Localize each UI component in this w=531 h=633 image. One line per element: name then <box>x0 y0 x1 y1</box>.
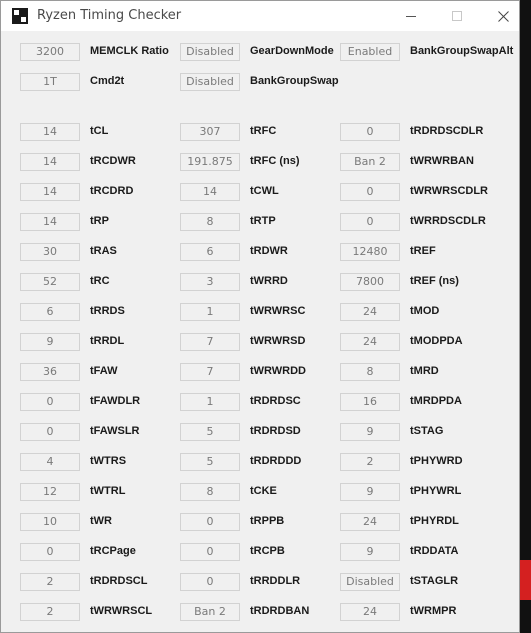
trc-value: 52 <box>20 273 80 291</box>
trdrdsc-label: tRDRDSC <box>250 395 301 407</box>
twrwrscl-value: 2 <box>20 603 80 621</box>
tphywrd-value: 2 <box>340 453 400 471</box>
tcwl-value: 14 <box>180 183 240 201</box>
trddata-value: 9 <box>340 543 400 561</box>
minimize-icon[interactable] <box>388 1 434 31</box>
tfawslr-label: tFAWSLR <box>90 425 140 437</box>
twrwrdd-label: tWRWRDD <box>250 365 307 377</box>
trdrdscl-label: tRDRDSCL <box>90 575 148 587</box>
trddata-label: tRDDATA <box>410 545 459 557</box>
timing-row <box>1 391 521 411</box>
tcke-label: tCKE <box>250 485 277 497</box>
trp-label: tRP <box>90 215 109 227</box>
trfc-value: 307 <box>180 123 240 141</box>
timing-row <box>1 541 521 561</box>
tcke-value: 8 <box>180 483 240 501</box>
timing-row <box>1 601 521 621</box>
bankgroupswapalt-label: BankGroupSwapAlt <box>410 45 514 57</box>
timing-row <box>1 301 521 321</box>
tmrd-label: tMRD <box>410 365 439 377</box>
trcpb-value: 0 <box>180 543 240 561</box>
tstag-value: 9 <box>340 423 400 441</box>
tras-label: tRAS <box>90 245 117 257</box>
desktop-background-accent <box>520 560 531 600</box>
trfc-label: tRFC <box>250 125 277 137</box>
twrwrscdlr-label: tWRWRSCDLR <box>410 185 489 197</box>
trrds-value: 6 <box>20 303 80 321</box>
settings-row <box>1 71 521 91</box>
trdrdscdlr-value: 0 <box>340 123 400 141</box>
bankgroupswap-value: Disabled <box>180 73 240 91</box>
trcdwr-value: 14 <box>20 153 80 171</box>
trcpage-value: 0 <box>20 543 80 561</box>
timing-row <box>1 181 521 201</box>
timing-row <box>1 451 521 471</box>
timing-row <box>1 211 521 231</box>
twrmpr-value: 24 <box>340 603 400 621</box>
cmd2t-label: Cmd2t <box>90 75 125 87</box>
twr-value: 10 <box>20 513 80 531</box>
tfawdlr-label: tFAWDLR <box>90 395 141 407</box>
timing-row <box>1 361 521 381</box>
memclk-ratio-label: MEMCLK Ratio <box>90 45 169 57</box>
tphyrdl-label: tPHYRDL <box>410 515 459 527</box>
twtrs-label: tWTRS <box>90 455 127 467</box>
timing-row <box>1 421 521 441</box>
tref-ns-label: tREF (ns) <box>410 275 459 287</box>
twrwrdd-value: 7 <box>180 363 240 381</box>
timings-panel <box>1 31 519 632</box>
timing-row <box>1 271 521 291</box>
title-bar[interactable] <box>1 1 519 31</box>
twrwrsd-value: 7 <box>180 333 240 351</box>
trdrdscdlr-label: tRDRDSCDLR <box>410 125 484 137</box>
geardownmode-value: Disabled <box>180 43 240 61</box>
trcpb-label: tRCPB <box>250 545 285 557</box>
timing-row <box>1 481 521 501</box>
maximize-icon <box>434 1 480 31</box>
trdrddd-label: tRDRDDD <box>250 455 302 467</box>
window-title: Ryzen Timing Checker <box>37 8 182 23</box>
twrwrsd-label: tWRWRSD <box>250 335 306 347</box>
tcwl-label: tCWL <box>250 185 279 197</box>
trp-value: 14 <box>20 213 80 231</box>
timing-row <box>1 121 521 141</box>
trdrdsd-label: tRDRDSD <box>250 425 301 437</box>
trc-label: tRC <box>90 275 110 287</box>
twrwrsc-value: 1 <box>180 303 240 321</box>
twr-label: tWR <box>90 515 112 527</box>
trdrdsd-value: 5 <box>180 423 240 441</box>
memclk-ratio-value: 3200 <box>20 43 80 61</box>
geardownmode-label: GearDownMode <box>250 45 334 57</box>
twrwrban-label: tWRWRBAN <box>410 155 474 167</box>
tmodpda-value: 24 <box>340 333 400 351</box>
twtrs-value: 4 <box>20 453 80 471</box>
twrwrsc-label: tWRWRSC <box>250 305 306 317</box>
tfaw-label: tFAW <box>90 365 118 377</box>
tstag-label: tSTAG <box>410 425 444 437</box>
trfc-ns-label: tRFC (ns) <box>250 155 300 167</box>
tfawdlr-value: 0 <box>20 393 80 411</box>
bankgroupswap-label: BankGroupSwap <box>250 75 339 87</box>
timing-row <box>1 241 521 261</box>
close-icon[interactable] <box>480 1 526 31</box>
tref-value: 12480 <box>340 243 400 261</box>
tphywrl-label: tPHYWRL <box>410 485 462 497</box>
twrwrscdlr-value: 0 <box>340 183 400 201</box>
twrrdscdlr-label: tWRRDSCDLR <box>410 215 486 227</box>
trdwr-value: 6 <box>180 243 240 261</box>
twrrd-value: 3 <box>180 273 240 291</box>
twrwrscl-label: tWRWRSCL <box>90 605 153 617</box>
tmrdpda-value: 16 <box>340 393 400 411</box>
tmod-value: 24 <box>340 303 400 321</box>
trtp-label: tRTP <box>250 215 276 227</box>
tfawslr-value: 0 <box>20 423 80 441</box>
tras-value: 30 <box>20 243 80 261</box>
trdwr-label: tRDWR <box>250 245 288 257</box>
tmrd-value: 8 <box>340 363 400 381</box>
twrwrban-value: Ban 2 <box>340 153 400 171</box>
timing-row <box>1 511 521 531</box>
bankgroupswapalt-value: Enabled <box>340 43 400 61</box>
trdrdban-label: tRDRDBAN <box>250 605 310 617</box>
tref-ns-value: 7800 <box>340 273 400 291</box>
trcpage-label: tRCPage <box>90 545 136 557</box>
cmd2t-value: 1T <box>20 73 80 91</box>
trdrdsc-value: 1 <box>180 393 240 411</box>
twrrdscdlr-value: 0 <box>340 213 400 231</box>
app-icon <box>12 8 28 24</box>
trtp-value: 8 <box>180 213 240 231</box>
twtrl-label: tWTRL <box>90 485 126 497</box>
trdrdban-value: Ban 2 <box>180 603 240 621</box>
tstaglr-value: Disabled <box>340 573 400 591</box>
trppb-value: 0 <box>180 513 240 531</box>
tmrdpda-label: tMRDPDA <box>410 395 462 407</box>
trcdwr-label: tRCDWR <box>90 155 136 167</box>
twrrd-label: tWRRD <box>250 275 288 287</box>
trrddlr-value: 0 <box>180 573 240 591</box>
tphywrl-value: 9 <box>340 483 400 501</box>
trcdrd-value: 14 <box>20 183 80 201</box>
twrmpr-label: tWRMPR <box>410 605 457 617</box>
tfaw-value: 36 <box>20 363 80 381</box>
timing-row <box>1 151 521 171</box>
twtrl-value: 12 <box>20 483 80 501</box>
trrdl-label: tRRDL <box>90 335 125 347</box>
timing-row <box>1 331 521 351</box>
tmod-label: tMOD <box>410 305 440 317</box>
tphywrd-label: tPHYWRD <box>410 455 463 467</box>
tcl-label: tCL <box>90 125 109 137</box>
tmodpda-label: tMODPDA <box>410 335 463 347</box>
timing-row <box>1 571 521 591</box>
trdrdscl-value: 2 <box>20 573 80 591</box>
tcl-value: 14 <box>20 123 80 141</box>
trrdl-value: 9 <box>20 333 80 351</box>
trrddlr-label: tRRDDLR <box>250 575 301 587</box>
tref-label: tREF <box>410 245 436 257</box>
trdrddd-value: 5 <box>180 453 240 471</box>
desktop-background <box>520 0 531 633</box>
trppb-label: tRPPB <box>250 515 285 527</box>
settings-row <box>1 41 521 61</box>
trrds-label: tRRDS <box>90 305 125 317</box>
tstaglr-label: tSTAGLR <box>410 575 459 587</box>
trcdrd-label: tRCDRD <box>90 185 134 197</box>
trfc-ns-value: 191.875 <box>180 153 240 171</box>
tphyrdl-value: 24 <box>340 513 400 531</box>
